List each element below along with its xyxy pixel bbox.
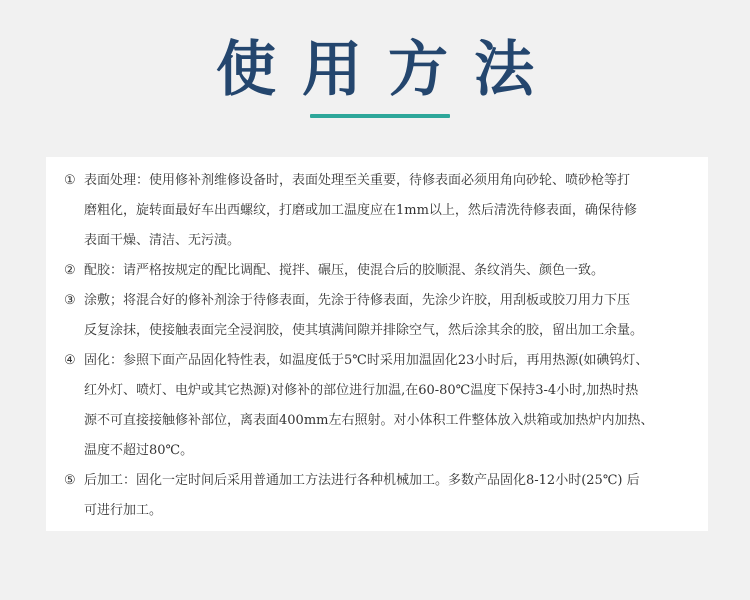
instruction-item [64, 466, 704, 526]
item-line: 表面处理：使用修补剂维修设备时，表面处理至关重要，待修表面必须用角向砂轮、喷砂枪等打 [84, 173, 631, 188]
instruction-item [64, 256, 704, 286]
page-title: 使用方法 [216, 35, 560, 105]
item-number: ① [64, 173, 76, 188]
item-number: ④ [64, 353, 76, 368]
item-text [84, 286, 704, 346]
item-line: 可进行加工。 [84, 503, 163, 518]
title-underline [310, 114, 450, 118]
instruction-item [64, 166, 704, 256]
item-line: 配胶：请严格按规定的配比调配、搅拌、碾压，使混合后的胶顺混、条纹消失、颜色一致。 [84, 263, 605, 278]
item-number: ③ [64, 293, 76, 308]
item-line: 源不可直接接触修补部位，离表面400mm左右照射。对小体积工件整体放入烘箱或加热炉内加热、 [84, 413, 654, 428]
item-number: ② [64, 263, 76, 278]
item-text [84, 466, 704, 526]
item-text [84, 346, 704, 466]
item-text [84, 256, 704, 286]
item-line: 反复涂抹，使接触表面完全浸润胶，使其填满间隙并排除空气，然后涂其余的胶，留出加工余量。 [84, 323, 644, 338]
item-text [84, 166, 704, 256]
item-line: 涂敷；将混合好的修补剂涂于待修表面，先涂于待修表面，先涂少许胶，用刮板或胶刀用力下压 [84, 293, 631, 308]
item-line: 后加工：固化一定时间后采用普通加工方法进行各种机械加工。多数产品固化8-12小时(25℃) 后 [84, 473, 640, 488]
item-line: 固化：参照下面产品固化特性表，如温度低于5℃时采用加温固化23小时后，再用热源(如碘钨灯、 [84, 353, 649, 368]
item-line: 红外灯、喷灯、电炉或其它热源)对修补的部位进行加温,在60-80℃温度下保持3-4小时,加热时热 [84, 383, 639, 398]
item-line: 温度不超过80℃。 [84, 443, 194, 458]
instruction-item [64, 346, 704, 466]
instruction-item [64, 286, 704, 346]
item-number: ⑤ [64, 473, 76, 488]
item-line: 磨粗化，旋转面最好车出西螺纹，打磨或加工温度应在1mm以上，然后清洗待修表面，确保待修 [84, 203, 637, 218]
item-line: 表面干燥、清洁、无污渍。 [84, 233, 241, 248]
instructions-list [64, 166, 704, 526]
